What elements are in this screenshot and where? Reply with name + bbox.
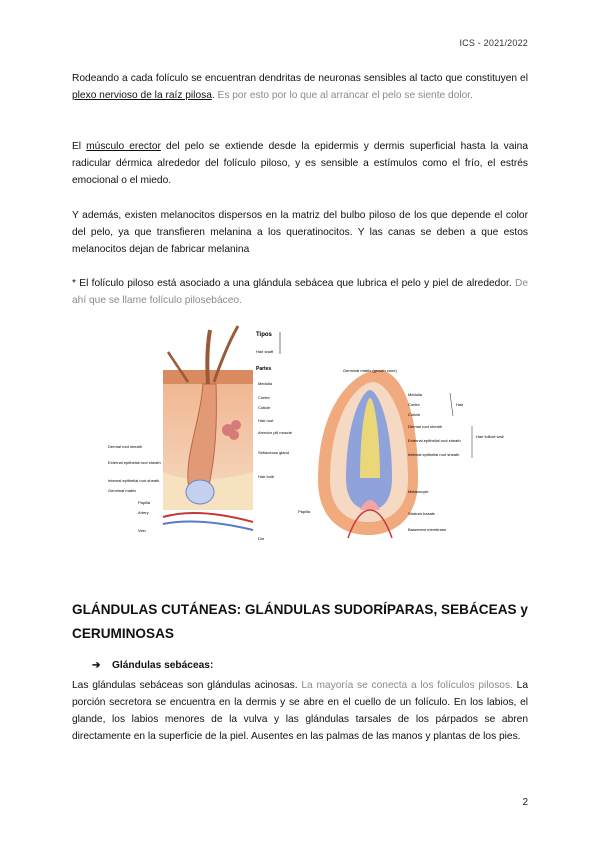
left-label-6: Vein [138,528,146,533]
sebaceous-gland-2 [231,420,241,430]
bullet-label: Glándulas sebáceas: [112,660,214,671]
hair-label: Hair [456,402,464,407]
rlabel-6: Melanocyte [408,489,429,494]
section-title: GLÁNDULAS CUTÁNEAS: GLÁNDULAS SUDORÍPARAS, SEBÁCEAS y CERUMINOSAS [72,602,528,641]
p2-text-2: del pelo se extiende desde la epidermis y dermis superficial hasta la vaina radicular dérmica alrededor del folículo piloso, y es sensible a estímulos como el frío, el estrés emocional o el miedo. [72,141,528,186]
musculo-term: músculo erector [86,141,161,152]
papilla-label: Papilla [298,509,311,514]
header-course: ICS - 2021/2022 [459,38,528,48]
artery-line [163,513,253,522]
rlabel-1: Cortex [408,402,420,407]
p5-gray: La mayoría se conecta a los folículos pilosos. [297,680,513,691]
right-label-0: Medulla [258,381,273,386]
right-label-4: Arrector pili muscle [258,430,293,435]
bullet-sebaceas [92,660,213,671]
vein-line [163,522,253,530]
p1-text: Rodeando a cada folículo se encuentran dendritas de neuronas sensibles al tacto que constituyen el [72,73,528,84]
p1-gray: Es por esto por lo que al arrancar el pelo se siente dolor. [214,90,473,101]
rlabel-8: Basement membrane [408,527,447,532]
left-label-2: Internal epithelial root sheath [108,478,160,483]
hair-bulb-shape [186,480,214,504]
p5-text: Las glándulas sebáceas son glándulas acinosas. [72,680,298,691]
right-label-2: Cuticle [258,405,271,410]
paragraph-melanocitos: Y además, existen melanocitos dispersos en la matriz del bulbo piloso de los que depende el color del pelo, ya que transfieren melanina a los queratinocitos. Y las canas se deben a que estos melanocitos dejan de fabricar melanina [72,210,528,255]
rlabel-0: Medulla [408,392,423,397]
tipos-label: Tipos [256,332,272,338]
paragraph-plexo [72,70,528,104]
hair-shaft-label: Hair shaft [256,349,274,354]
right-label-5: Sebaceous gland [258,450,289,455]
bottom-label: Dm [258,536,265,541]
rlabel-3: Dermal root sheath [408,424,443,429]
left-label-0: Dermal root sheath [108,444,143,449]
p4-gray: De ahí que se llame folículo pilosebáceo. [72,278,528,306]
p1-dot: . [211,90,215,101]
paragraph-musculo [72,138,528,189]
rlabel-5: Internal epithelial root sheath [408,452,460,457]
right-label-6: Hair bulb [258,474,275,479]
p5-text-2: La porción secretora se encuentra en la dermis y se abre en el cuello de un folículo. En los labios, el glande, los labios menores de la vulva y las glándulas tarsales de los párpados se abren directamente en la superficie de la piel. Ausentes en las palmas de las manos y plantas de los pies. [72,680,528,742]
hair-follicle-figure-right [298,360,508,540]
left-label-4: Papilla [138,500,151,505]
paragraph-foliculo [72,275,528,309]
p2-text: El [72,141,87,152]
paragraph-sebaceas [72,677,528,745]
right-label-1: Cortex [258,395,270,400]
hair-follicle-wall-label: Hair follicle wall [476,434,504,439]
left-label-5: Artery [138,510,149,515]
left-label-3: Germinal matrix [108,488,137,493]
plexo-term: plexo nervioso de la raíz pilosa [72,90,212,101]
p4-text: * El folículo piloso está asociado a una glándula sebácea que lubrica el pelo y piel de alrededor. [72,278,512,289]
right-label-3: Hair root [258,418,274,423]
rlabel-2: Cuticle [408,412,421,417]
rlabel-7: Stratum basale [408,511,435,516]
rlabel-4: External epithelial root sheath [408,438,461,443]
germinal-matrix-label: Germinal matrix (growth zone) [343,368,397,373]
arrow-icon: ➔ [92,660,101,671]
partes-label: Partes [256,366,272,372]
hair-follicle-figure-left [108,322,298,544]
sebaceous-gland-3 [229,430,239,440]
left-label-1: External epithelial root sheath [108,460,161,465]
page-number: 2 [522,797,528,808]
